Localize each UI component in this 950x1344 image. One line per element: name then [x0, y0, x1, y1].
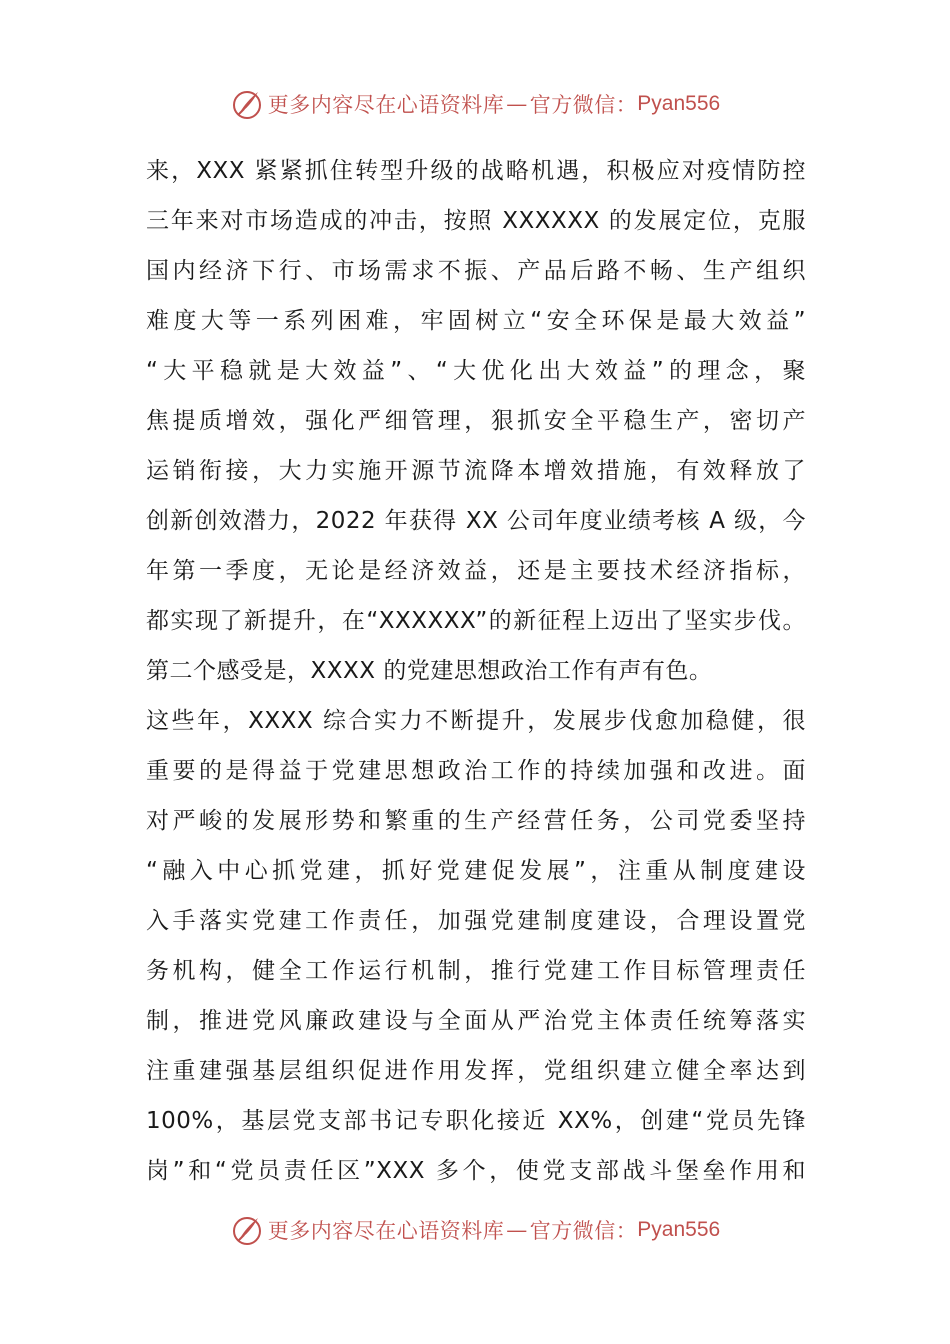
footer-wechat-id: Pyan556	[637, 1218, 721, 1241]
text-line: 注重建强基层组织促进作用发挥，党组织建立健全率达到	[146, 1058, 806, 1084]
text-line: 制，推进党风廉政建设与全面从严治党主体责任统筹落实	[146, 1008, 806, 1034]
document-body	[146, 146, 806, 1196]
text-line: 来，XXX 紧紧抓住转型升级的战略机遇，积极应对疫情防控	[146, 158, 806, 184]
text-line: 对严峻的发展形势和繁重的生产经营任务，公司党委坚持	[146, 808, 806, 834]
footer-site-text: 更多内容尽在心语资料库	[267, 1219, 505, 1243]
quill-seal-icon	[230, 1213, 264, 1247]
text-line: 这些年，XXXX 综合实力不断提升，发展步伐愈加稳健，很	[146, 708, 806, 734]
header-site-text: 更多内容尽在心语资料库	[267, 93, 505, 117]
footer-wechat-label: 官方微信：	[529, 1219, 638, 1243]
footer-separator: —	[506, 1218, 528, 1242]
text-line: 入手落实党建工作责任，加强党建制度建设，合理设置党	[146, 908, 806, 934]
text-line: 岗”和“党员责任区”XXX 多个，使党支部战斗堡垒作用和	[146, 1158, 806, 1184]
text-line: 都实现了新提升，在“XXXXXX”的新征程上迈出了坚实步伐。	[146, 608, 806, 634]
text-line: 年第一季度，无论是经济效益，还是主要技术经济指标，	[146, 558, 806, 584]
text-line: 国内经济下行、市场需求不振、产品后路不畅、生产组织	[146, 258, 806, 284]
header-separator: —	[506, 92, 528, 116]
text-line: 务机构，健全工作运行机制，推行党建工作目标管理责任	[146, 958, 806, 984]
header-wechat-id: Pyan556	[637, 92, 721, 115]
text-line: “融入中心抓党建，抓好党建促发展”，注重从制度建设	[146, 858, 806, 884]
header-watermark	[0, 84, 950, 124]
text-line: 重要的是得益于党建思想政治工作的持续加强和改进。面	[146, 758, 806, 784]
text-line: 焦提质增效，强化严细管理，狠抓安全平稳生产，密切产	[146, 408, 806, 434]
text-line: 100%，基层党支部书记专职化接近 XX%，创建“党员先锋	[146, 1108, 806, 1134]
text-line: “大平稳就是大效益”、“大优化出大效益”的理念，聚	[146, 358, 806, 384]
header-wechat-label: 官方微信：	[529, 93, 638, 117]
text-line: 难度大等一系列困难，牢固树立“安全环保是最大效益”	[146, 308, 806, 334]
text-line: 第二个感受是，XXXX 的党建思想政治工作有声有色。	[146, 658, 713, 684]
footer-watermark	[0, 1210, 950, 1250]
text-line: 三年来对市场造成的冲击，按照 XXXXXX 的发展定位，克服	[146, 208, 806, 234]
text-line: 运销衔接，大力实施开源节流降本增效措施，有效释放了	[146, 458, 806, 484]
quill-seal-icon	[230, 87, 264, 121]
text-line: 创新创效潜力，2022 年获得 XX 公司年度业绩考核 A 级，今	[146, 508, 806, 534]
